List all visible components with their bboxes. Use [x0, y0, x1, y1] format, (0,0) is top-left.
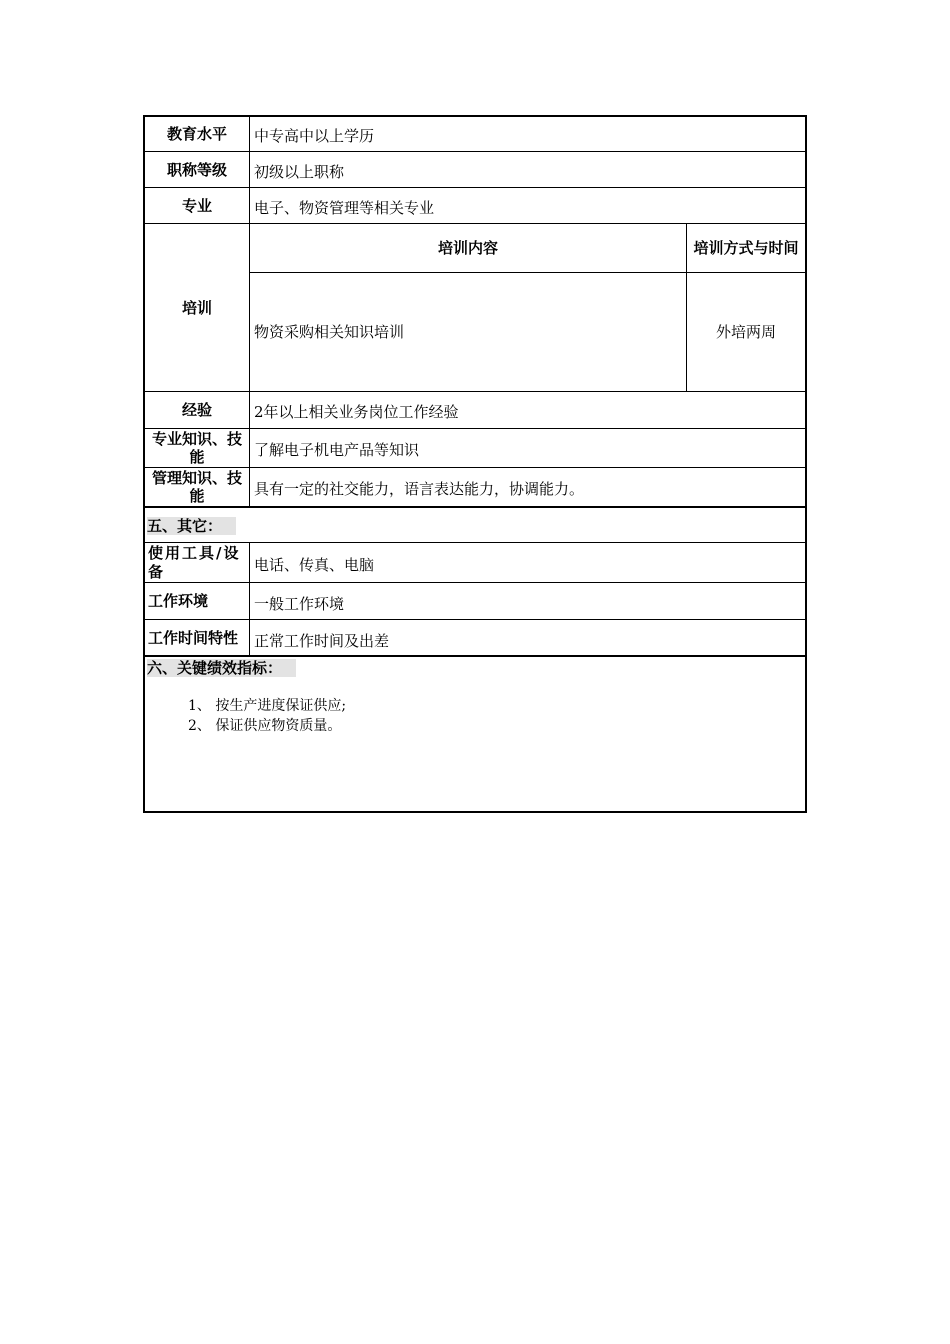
kpi-item: 2、 保证供应物资质量。: [188, 718, 342, 734]
training-content-header: 培训内容: [437, 239, 498, 257]
section5-header: 五、其它：: [147, 517, 236, 535]
training-method: 外培两周: [715, 323, 776, 341]
training-method-header: 培训方式与时间: [693, 239, 799, 257]
env-value: 一般工作环境: [254, 595, 345, 613]
pro-skill-label: 专业知识、技能: [151, 430, 242, 466]
training-label: 培训: [181, 298, 212, 317]
tools-label: 使用工具/设备: [148, 543, 241, 581]
experience-value: 2年以上相关业务岗位工作经验: [254, 403, 459, 421]
major-value: 电子、物资管理等相关专业: [254, 199, 435, 217]
time-value: 正常工作时间及出差: [254, 632, 390, 650]
tools-value: 电话、传真、电脑: [254, 556, 375, 574]
kpi-item: 1、 按生产进度保证供应;: [188, 698, 347, 714]
mgmt-skill-label: 管理知识、技能: [151, 469, 242, 505]
training-content: 物资采购相关知识培训: [254, 323, 405, 341]
experience-label: 经验: [181, 401, 212, 419]
title-label: 职称等级: [166, 160, 227, 179]
title-value: 初级以上职称: [254, 163, 345, 181]
education-label: 教育水平: [166, 125, 227, 143]
major-label: 专业: [181, 196, 212, 215]
education-value: 中专高中以上学历: [254, 127, 375, 145]
section6-header: 六、关键绩效指标：: [147, 659, 296, 677]
mgmt-skill-value: 具有一定的社交能力，语言表达能力，协调能力。: [254, 480, 585, 498]
env-label: 工作环境: [148, 592, 209, 610]
pro-skill-value: 了解电子机电产品等知识: [254, 441, 420, 459]
time-label: 工作时间特性: [148, 628, 239, 647]
